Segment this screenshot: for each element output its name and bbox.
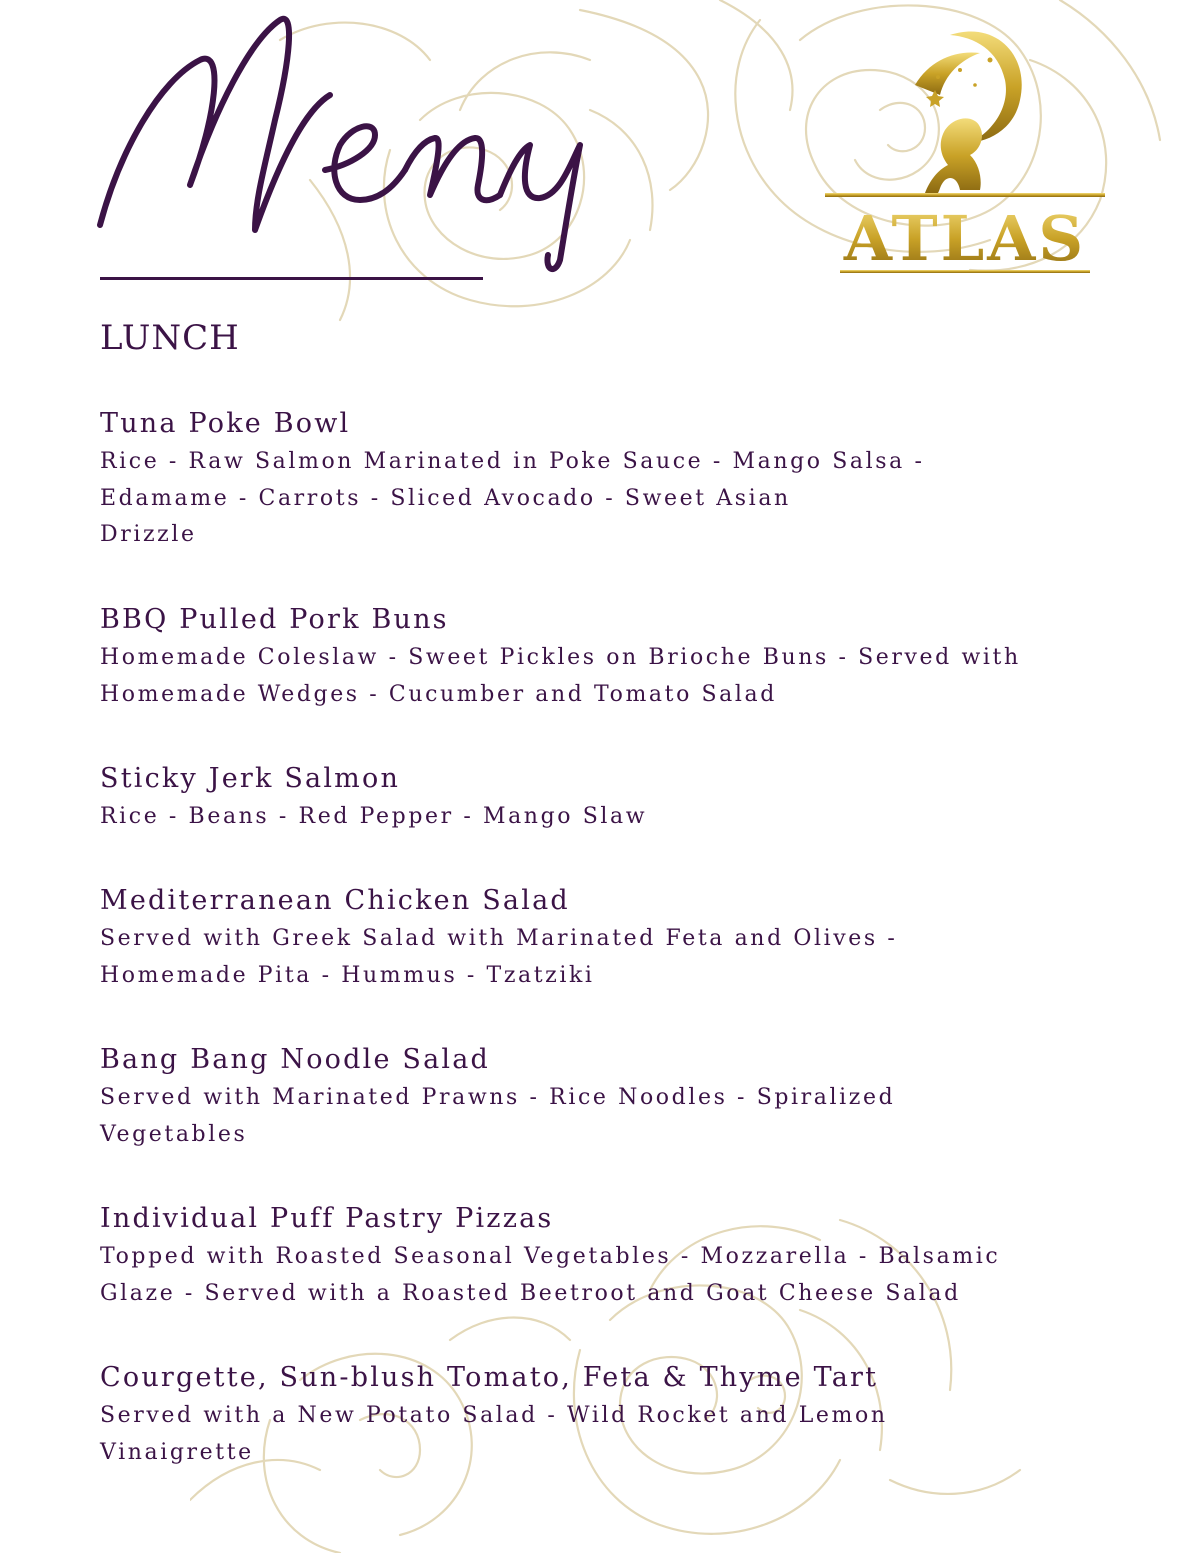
- dish-name: Courgette, Sun-blush Tomato, Feta & Thyme Tart: [100, 1362, 879, 1393]
- dish-description-line: Edamame - Carrots - Sliced Avocado - Sweet Asian: [100, 485, 791, 511]
- title-underline: [100, 277, 483, 280]
- dish-description-line: Vegetables: [100, 1121, 248, 1147]
- dish-description-line: Homemade Wedges - Cucumber and Tomato Salad: [100, 681, 777, 707]
- menu-item: [100, 881, 1120, 994]
- menu-item: [100, 759, 1120, 836]
- dish-name: Sticky Jerk Salmon: [100, 763, 401, 794]
- atlas-logo: [820, 15, 1110, 280]
- dish-description-line: Vinaigrette: [100, 1439, 254, 1465]
- section-title: LUNCH: [100, 318, 240, 358]
- dish-description-line: Rice - Beans - Red Pepper - Mango Slaw: [100, 804, 648, 829]
- menu-item: [100, 600, 1120, 713]
- logo-text: ATLAS: [843, 202, 1087, 275]
- menu-item: [100, 1040, 1120, 1153]
- menu-item: [100, 1358, 1120, 1471]
- dish-description-line: Topped with Roasted Seasonal Vegetables - Mozzarella - Balsamic: [100, 1244, 1001, 1269]
- dish-description-line: Glaze - Served with a Roasted Beetroot and Goat Cheese Salad: [100, 1280, 961, 1306]
- dish-name: Individual Puff Pastry Pizzas: [100, 1203, 554, 1234]
- dish-description-line: Homemade Coleslaw - Sweet Pickles on Brioche Buns - Served with: [100, 645, 1021, 670]
- dish-name: Tuna Poke Bowl: [100, 408, 351, 439]
- dish-name: Mediterranean Chicken Salad: [100, 885, 570, 916]
- dish-description-line: Served with Marinated Prawns - Rice Noodles - Spiralized: [100, 1085, 896, 1110]
- dish-description-line: Drizzle: [100, 522, 197, 547]
- dish-description-line: Rice - Raw Salmon Marinated in Poke Sauce - Mango Salsa -: [100, 449, 925, 474]
- dish-name: BBQ Pulled Pork Buns: [100, 604, 449, 635]
- dish-description-line: Homemade Pita - Hummus - Tzatziki: [100, 962, 595, 988]
- dish-description-line: Served with a New Potato Salad - Wild Rocket and Lemon: [100, 1403, 888, 1428]
- menu-item: [100, 404, 1120, 554]
- menu-item: [100, 1199, 1120, 1312]
- dish-description-line: Served with Greek Salad with Marinated Feta and Olives -: [100, 926, 898, 951]
- menu-script-title: [90, 0, 610, 280]
- dish-name: Bang Bang Noodle Salad: [100, 1044, 491, 1075]
